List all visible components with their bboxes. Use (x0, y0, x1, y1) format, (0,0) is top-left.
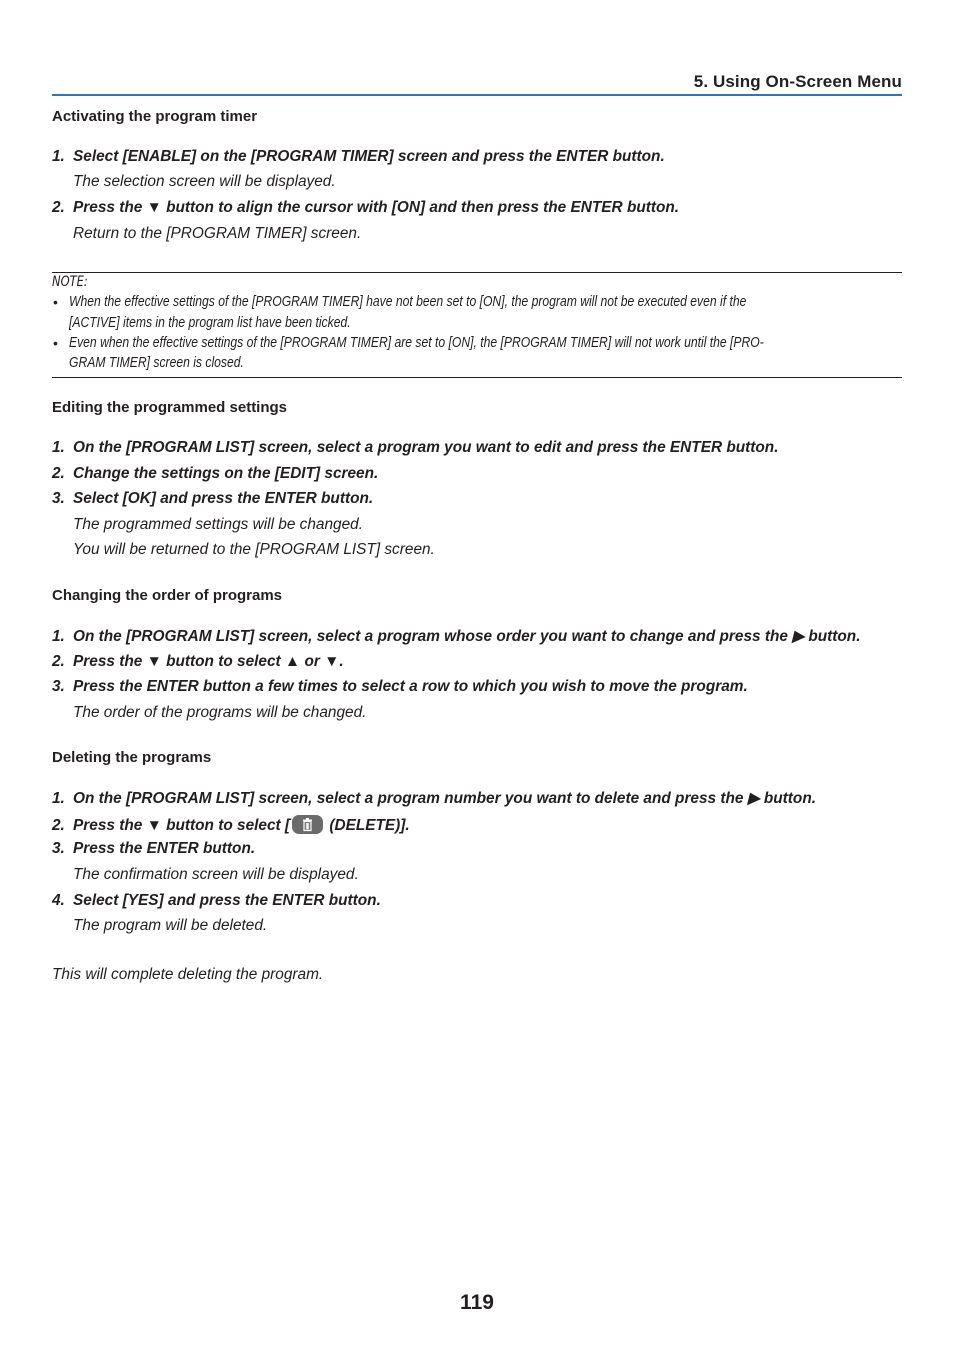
step-number: 2. (52, 199, 65, 216)
step-text: On the [PROGRAM LIST] screen, select a program you want to edit and press the ENTER button. (73, 439, 779, 456)
step-text: Select [YES] and press the ENTER button. (73, 892, 381, 909)
note-box (52, 272, 902, 378)
bullet: • (53, 335, 58, 351)
step-number: 1. (52, 148, 65, 165)
step-number: 3. (52, 678, 65, 695)
section-heading-order: Changing the order of programs (52, 587, 283, 604)
step-text: On the [PROGRAM LIST] screen, select a program number you want to delete and press the ▶ button. (73, 790, 816, 807)
page-header (52, 70, 902, 96)
step-result: You will be returned to the [PROGRAM LIST] screen. (73, 541, 435, 558)
bullet: • (53, 294, 58, 310)
step-1 (52, 148, 665, 166)
step-number: 3. (52, 840, 65, 857)
step-number: 4. (52, 892, 65, 909)
step-4 (52, 892, 381, 910)
step-text: Press the ▼ button to align the cursor with [ON] and then press the ENTER button. (73, 199, 680, 216)
step-1 (52, 789, 816, 808)
step-2 (52, 815, 410, 835)
step-3 (52, 840, 255, 858)
note-text: GRAM TIMER] screen is closed. (69, 354, 244, 371)
step-text: Select [OK] and press the ENTER button. (73, 490, 374, 507)
step-3 (52, 490, 373, 508)
step-1 (52, 627, 860, 646)
step-text: Press the ENTER button. (73, 840, 256, 857)
step-3 (52, 678, 748, 696)
step-2 (52, 199, 679, 217)
step-text: Select [ENABLE] on the [PROGRAM TIMER] screen and press the ENTER button. (73, 148, 665, 165)
chapter-title: 5. Using On-Screen Menu (693, 72, 902, 91)
step-result: The selection screen will be displayed. (73, 173, 336, 190)
page-number: 119 (460, 1291, 494, 1314)
step-1 (52, 439, 779, 457)
step-number: 2. (52, 817, 65, 834)
step-result: The order of the programs will be changed. (73, 704, 367, 721)
section-heading-deleting: Deleting the programs (52, 749, 212, 766)
step-number: 1. (52, 628, 65, 645)
closing-text: This will complete deleting the program. (52, 966, 324, 983)
step-number: 1. (52, 439, 65, 456)
step-text: Change the settings on the [EDIT] screen. (73, 465, 379, 482)
step-text: Press the ENTER button a few times to select a row to which you wish to move the program. (73, 678, 748, 695)
step-result: The programmed settings will be changed. (73, 516, 364, 533)
note-text: [ACTIVE] items in the program list have been ticked. (69, 314, 351, 331)
step-number: 1. (52, 790, 65, 807)
step-text: Press the ▼ button to select ▲ or ▼. (73, 653, 344, 670)
step-result: The confirmation screen will be displayed. (73, 866, 359, 883)
step-number: 2. (52, 653, 65, 670)
step-text: On the [PROGRAM LIST] screen, select a program whose order you want to change and press the ▶ button. (73, 628, 861, 645)
step-text: (DELETE)]. (325, 817, 410, 834)
section-heading-editing: Editing the programmed settings (52, 399, 288, 416)
step-number: 2. (52, 465, 65, 482)
note-label: NOTE: (52, 274, 88, 290)
section-heading-activating: Activating the program timer (52, 108, 258, 125)
note-text: When the effective settings of the [PROGRAM TIMER] have not been set to [ON], the program will not be executed even if the (69, 293, 747, 310)
step-2 (52, 653, 344, 671)
step-number: 3. (52, 490, 65, 507)
trash-icon (292, 815, 323, 834)
note-text: Even when the effective settings of the [PROGRAM TIMER] are set to [ON], the [PROGRAM TIMER] will not work until the [PRO- (69, 334, 764, 351)
step-result: The program will be deleted. (73, 917, 268, 934)
step-2 (52, 465, 378, 483)
step-text: Press the ▼ button to select [ (73, 817, 291, 834)
step-result: Return to the [PROGRAM TIMER] screen. (73, 225, 362, 242)
